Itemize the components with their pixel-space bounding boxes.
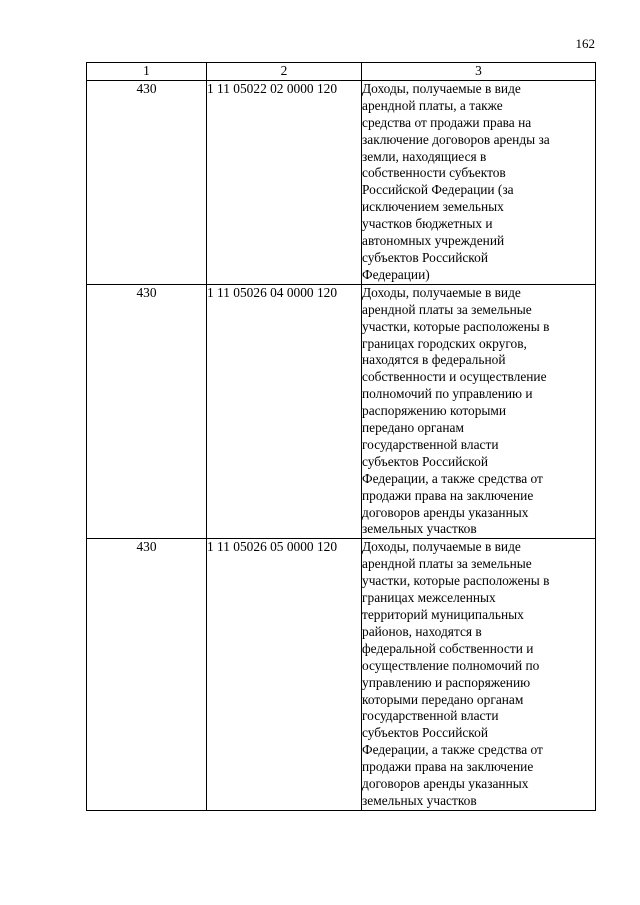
description-line: собственности субъектов bbox=[362, 165, 506, 181]
description-line: Доходы, получаемые в виде bbox=[362, 284, 521, 300]
revenue-codes-table bbox=[86, 62, 596, 811]
description-line: арендной платы за земельные bbox=[362, 301, 532, 317]
description-line: государственной власти bbox=[362, 708, 499, 724]
description-line: земельных участков bbox=[362, 792, 477, 808]
description-line: договоров аренды указанных bbox=[362, 776, 529, 792]
column-header-1: 1 bbox=[87, 63, 207, 81]
description-line: Федерации) bbox=[362, 266, 430, 282]
description-line: территорий муниципальных bbox=[362, 607, 524, 622]
description-line: осуществление полномочий по bbox=[362, 657, 540, 673]
column-header-2: 2 bbox=[207, 63, 362, 81]
table-row bbox=[87, 539, 596, 811]
description-line: заключение договоров аренды за bbox=[362, 131, 550, 147]
description-line: субъектов Российской bbox=[362, 249, 488, 265]
description-line: которыми передано органам bbox=[362, 691, 524, 707]
budget-classification-code-cell: 1 11 05026 05 0000 120 bbox=[207, 539, 362, 811]
table-body bbox=[87, 80, 596, 810]
description-line: Федерации, а также средства от bbox=[362, 742, 543, 758]
revenue-description-cell bbox=[362, 539, 596, 811]
description-line: собственности и осуществление bbox=[362, 369, 547, 385]
description-line: границах межселенных bbox=[362, 590, 496, 606]
table-header-row bbox=[87, 63, 596, 81]
description-line: передано органам bbox=[362, 420, 464, 436]
description-line: договоров аренды указанных bbox=[362, 504, 529, 520]
description-line: распоряжению которыми bbox=[362, 403, 507, 419]
description-line: средства от продажи права на bbox=[362, 114, 532, 130]
table-row bbox=[87, 284, 596, 539]
revenue-description-cell bbox=[362, 284, 596, 539]
description-line: Федерации, а также средства от bbox=[362, 470, 543, 486]
revenue-description-cell bbox=[362, 80, 596, 284]
description-line: находятся в федеральной bbox=[362, 352, 506, 368]
description-line: участки, которые расположены в bbox=[362, 318, 550, 334]
description-line: земельных участков bbox=[362, 521, 477, 537]
description-line: исключением земельных bbox=[362, 199, 504, 215]
description-line: участки, которые расположены в bbox=[362, 573, 550, 589]
description-line: продажи права на заключение bbox=[362, 487, 534, 503]
description-line: границах городских округов, bbox=[362, 335, 527, 351]
description-line: автономных учреждений bbox=[362, 233, 505, 249]
description-line: арендной платы, а также bbox=[362, 97, 503, 113]
description-line: арендной платы за земельные bbox=[362, 556, 532, 572]
budget-classification-code-cell: 1 11 05022 02 0000 120 bbox=[207, 80, 362, 284]
description-line: Доходы, получаемые в виде bbox=[362, 539, 521, 555]
page-number: 162 bbox=[575, 36, 595, 51]
description-line: субъектов Российской bbox=[362, 453, 488, 469]
description-line: федеральной собственности и bbox=[362, 640, 534, 656]
description-line: земли, находящиеся в bbox=[362, 148, 487, 164]
table-row bbox=[87, 80, 596, 284]
description-line: участков бюджетных и bbox=[362, 216, 493, 232]
admin-code-cell: 430 bbox=[87, 80, 207, 284]
description-line: Доходы, получаемые в виде bbox=[362, 80, 521, 96]
column-header-3: 3 bbox=[362, 63, 596, 81]
description-line: полномочий по управлению и bbox=[362, 386, 533, 402]
description-line: управлению и распоряжению bbox=[362, 674, 531, 690]
description-line: районов, находятся в bbox=[362, 623, 482, 639]
description-line: субъектов Российской bbox=[362, 725, 488, 741]
description-line: государственной власти bbox=[362, 436, 499, 452]
description-line: продажи права на заключение bbox=[362, 759, 534, 775]
budget-classification-code-cell: 1 11 05026 04 0000 120 bbox=[207, 284, 362, 539]
admin-code-cell: 430 bbox=[87, 539, 207, 811]
description-line: Российской Федерации (за bbox=[362, 182, 514, 198]
admin-code-cell: 430 bbox=[87, 284, 207, 539]
